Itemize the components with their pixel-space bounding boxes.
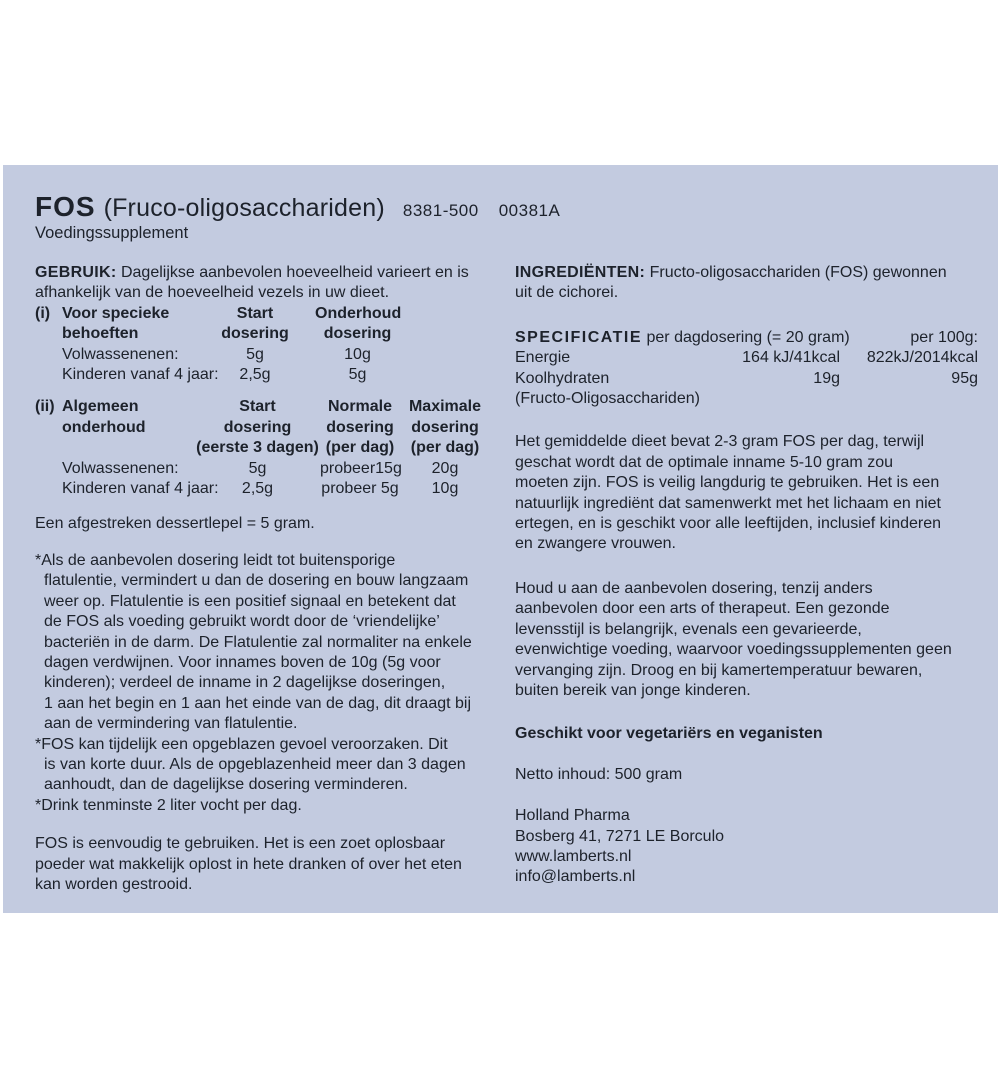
table-cell <box>35 479 62 499</box>
gebruik-intro-line2: afhankelijk van de hoeveelheid vezels in uw dieet. <box>35 284 390 302</box>
spec-row-dose: 19g <box>813 369 840 387</box>
table-cell: 5g <box>246 345 264 363</box>
table-header-cell: Algemeen onderhoud <box>62 398 146 436</box>
product-title-paren: (Fruco-oligosacchariden) <box>103 194 385 222</box>
specification-table <box>515 328 978 410</box>
spec-heading: SPECIFICATIE <box>515 328 643 346</box>
table-cell <box>35 345 62 365</box>
table-header-cell: Start dosering <box>221 304 289 343</box>
table-cell: 2,5g <box>239 366 271 384</box>
supplement-label-panel <box>3 165 998 913</box>
advisory-paragraph: Houd u aan de aanbevolen dosering, tenzij anders aanbevolen door een arts of therapeut. Een gezonde levensstijl is belangrijk, evenals een gevarieerde, evenwichtige voeding, waarvoor voedingssupplementen geen vervanging zijn. Droog en bij kamertemperatuur bewaren, buiten bereik van jonge kinderen. <box>515 579 952 699</box>
table-cell: 5g <box>248 459 267 477</box>
spec-row-100g: 822kJ/2014kcal <box>866 349 978 367</box>
spec-footnote: (Fructo-Oligosacchariden) <box>515 390 700 408</box>
dosage-table-specific <box>35 304 513 386</box>
table-cell: 10g <box>344 345 371 363</box>
gebruik-heading: GEBRUIK: <box>35 264 117 281</box>
net-content: Netto inhoud: 500 gram <box>515 765 683 783</box>
table-header-cell: Normale dosering (per dag) <box>325 398 395 457</box>
table-header-cell: Start dosering (eerste 3 dagen) <box>196 398 319 457</box>
usage-paragraph: FOS is eenvoudig te gebruiken. Het is een zoet oplosbaar poeder wat makkelijk oplost in hete dranken of over het eten kan worden gestrooid. <box>35 835 462 893</box>
table-marker: (ii) <box>35 398 55 416</box>
product-code-secondary: 00381A <box>498 201 561 220</box>
bloating-note: *FOS kan tijdelijk een opgeblazen gevoel veroorzaken. Dit is van korte duur. Als de opgeblazenheid meer dan 3 dagen aanhoudt, dan de dagelijkse dosering verminderen. <box>35 735 466 794</box>
gebruik-paragraph <box>35 263 513 304</box>
spec-per100g-header: per 100g: <box>910 328 978 346</box>
table-cell <box>35 459 62 479</box>
table-cell: 5g <box>348 366 367 384</box>
product-subtitle: Voedingssupplement <box>35 224 189 242</box>
manufacturer-address: Holland Pharma Bosberg 41, 7271 LE Borculo www.lamberts.nl info@lamberts.nl <box>515 807 725 886</box>
table-cell: 10g <box>431 480 459 498</box>
table-cell <box>35 365 62 385</box>
table-cell: Kinderen vanaf 4 jaar: <box>62 480 219 498</box>
table-header-cell: Maximale dosering (per dag) <box>408 398 482 457</box>
vegetarian-note: Geschikt voor vegetariërs en veganisten <box>515 725 823 743</box>
table-cell: 2,5g <box>241 480 274 498</box>
ingredients-heading: INGREDIËNTEN: <box>515 264 646 281</box>
dosage-table-general <box>35 397 513 499</box>
spec-row-dose: 164 kJ/41kcal <box>742 349 840 367</box>
spec-heading-cell <box>515 328 850 348</box>
spec-row-name: Energie <box>515 349 571 367</box>
ingredients-paragraph <box>515 263 978 304</box>
fluid-note: *Drink tenminste 2 liter vocht per dag. <box>35 796 302 814</box>
table-header-cell: Onderhoud dosering <box>315 304 402 343</box>
ingredients-line1: Fructo-oligosacchariden (FOS) gewonnen <box>649 264 947 281</box>
table-marker: (i) <box>35 304 51 322</box>
left-column <box>35 263 513 895</box>
gebruik-intro-line1: Dagelijkse aanbevolen hoeveelheid varieert en is <box>120 264 469 281</box>
ingredients-line2: uit de cichorei. <box>515 284 619 302</box>
spec-row-100g: 95g <box>951 369 978 387</box>
table-cell: probeer15g <box>320 459 402 477</box>
diet-info-paragraph: Het gemiddelde dieet bevat 2-3 gram FOS per dag, terwijl geschat wordt dat de optimale inname 5-10 gram zou moeten zijn. FOS is veilig langdurig te gebruiken. Het is een natuurlijk ingrediënt dat samenwerkt met het lichaam en niet ertegen, en is geschikt voor alle leeftijden, inclusief kinderen en zwangere vrouwen. <box>515 433 942 553</box>
product-code-primary: 8381-500 <box>402 201 479 220</box>
spec-row-name: Koolhydraten <box>515 369 610 387</box>
label-header <box>35 191 560 243</box>
table-header-cell: Voor specieke behoeften <box>62 304 170 343</box>
table-cell: 20g <box>431 459 459 477</box>
right-column <box>515 263 978 888</box>
flatulence-note: *Als de aanbevolen dosering leidt tot buitensporige flatulentie, vermindert u dan de dosering en bouw langzaam weer op. Flatulentie is een positief signaal en betekent dat de FOS als voeding gebruikt wordt door de ‘vriendelijke’ bacteriën in de darm. De Flatulentie zal normaliter na enkele dagen verdwijnen. Voor innames boven de 10g (5g voor kinderen); verdeel de inname in 2 dagelijkse doseringen, 1 aan het begin en 1 aan het einde van de dag, dit draagt bij aan de vermindering van flatulentie. <box>35 551 472 733</box>
table-cell: probeer 5g <box>321 480 399 498</box>
table-cell: Volwassenenen: <box>62 345 179 363</box>
product-title: FOS <box>35 191 96 222</box>
table-cell: Kinderen vanaf 4 jaar: <box>62 366 219 384</box>
table-cell: Volwassenenen: <box>62 459 179 477</box>
title-row <box>35 191 560 223</box>
spec-heading-suffix: per dagdosering (= 20 gram) <box>646 328 850 346</box>
spoon-note: Een afgestreken dessertlepel = 5 gram. <box>35 515 315 533</box>
